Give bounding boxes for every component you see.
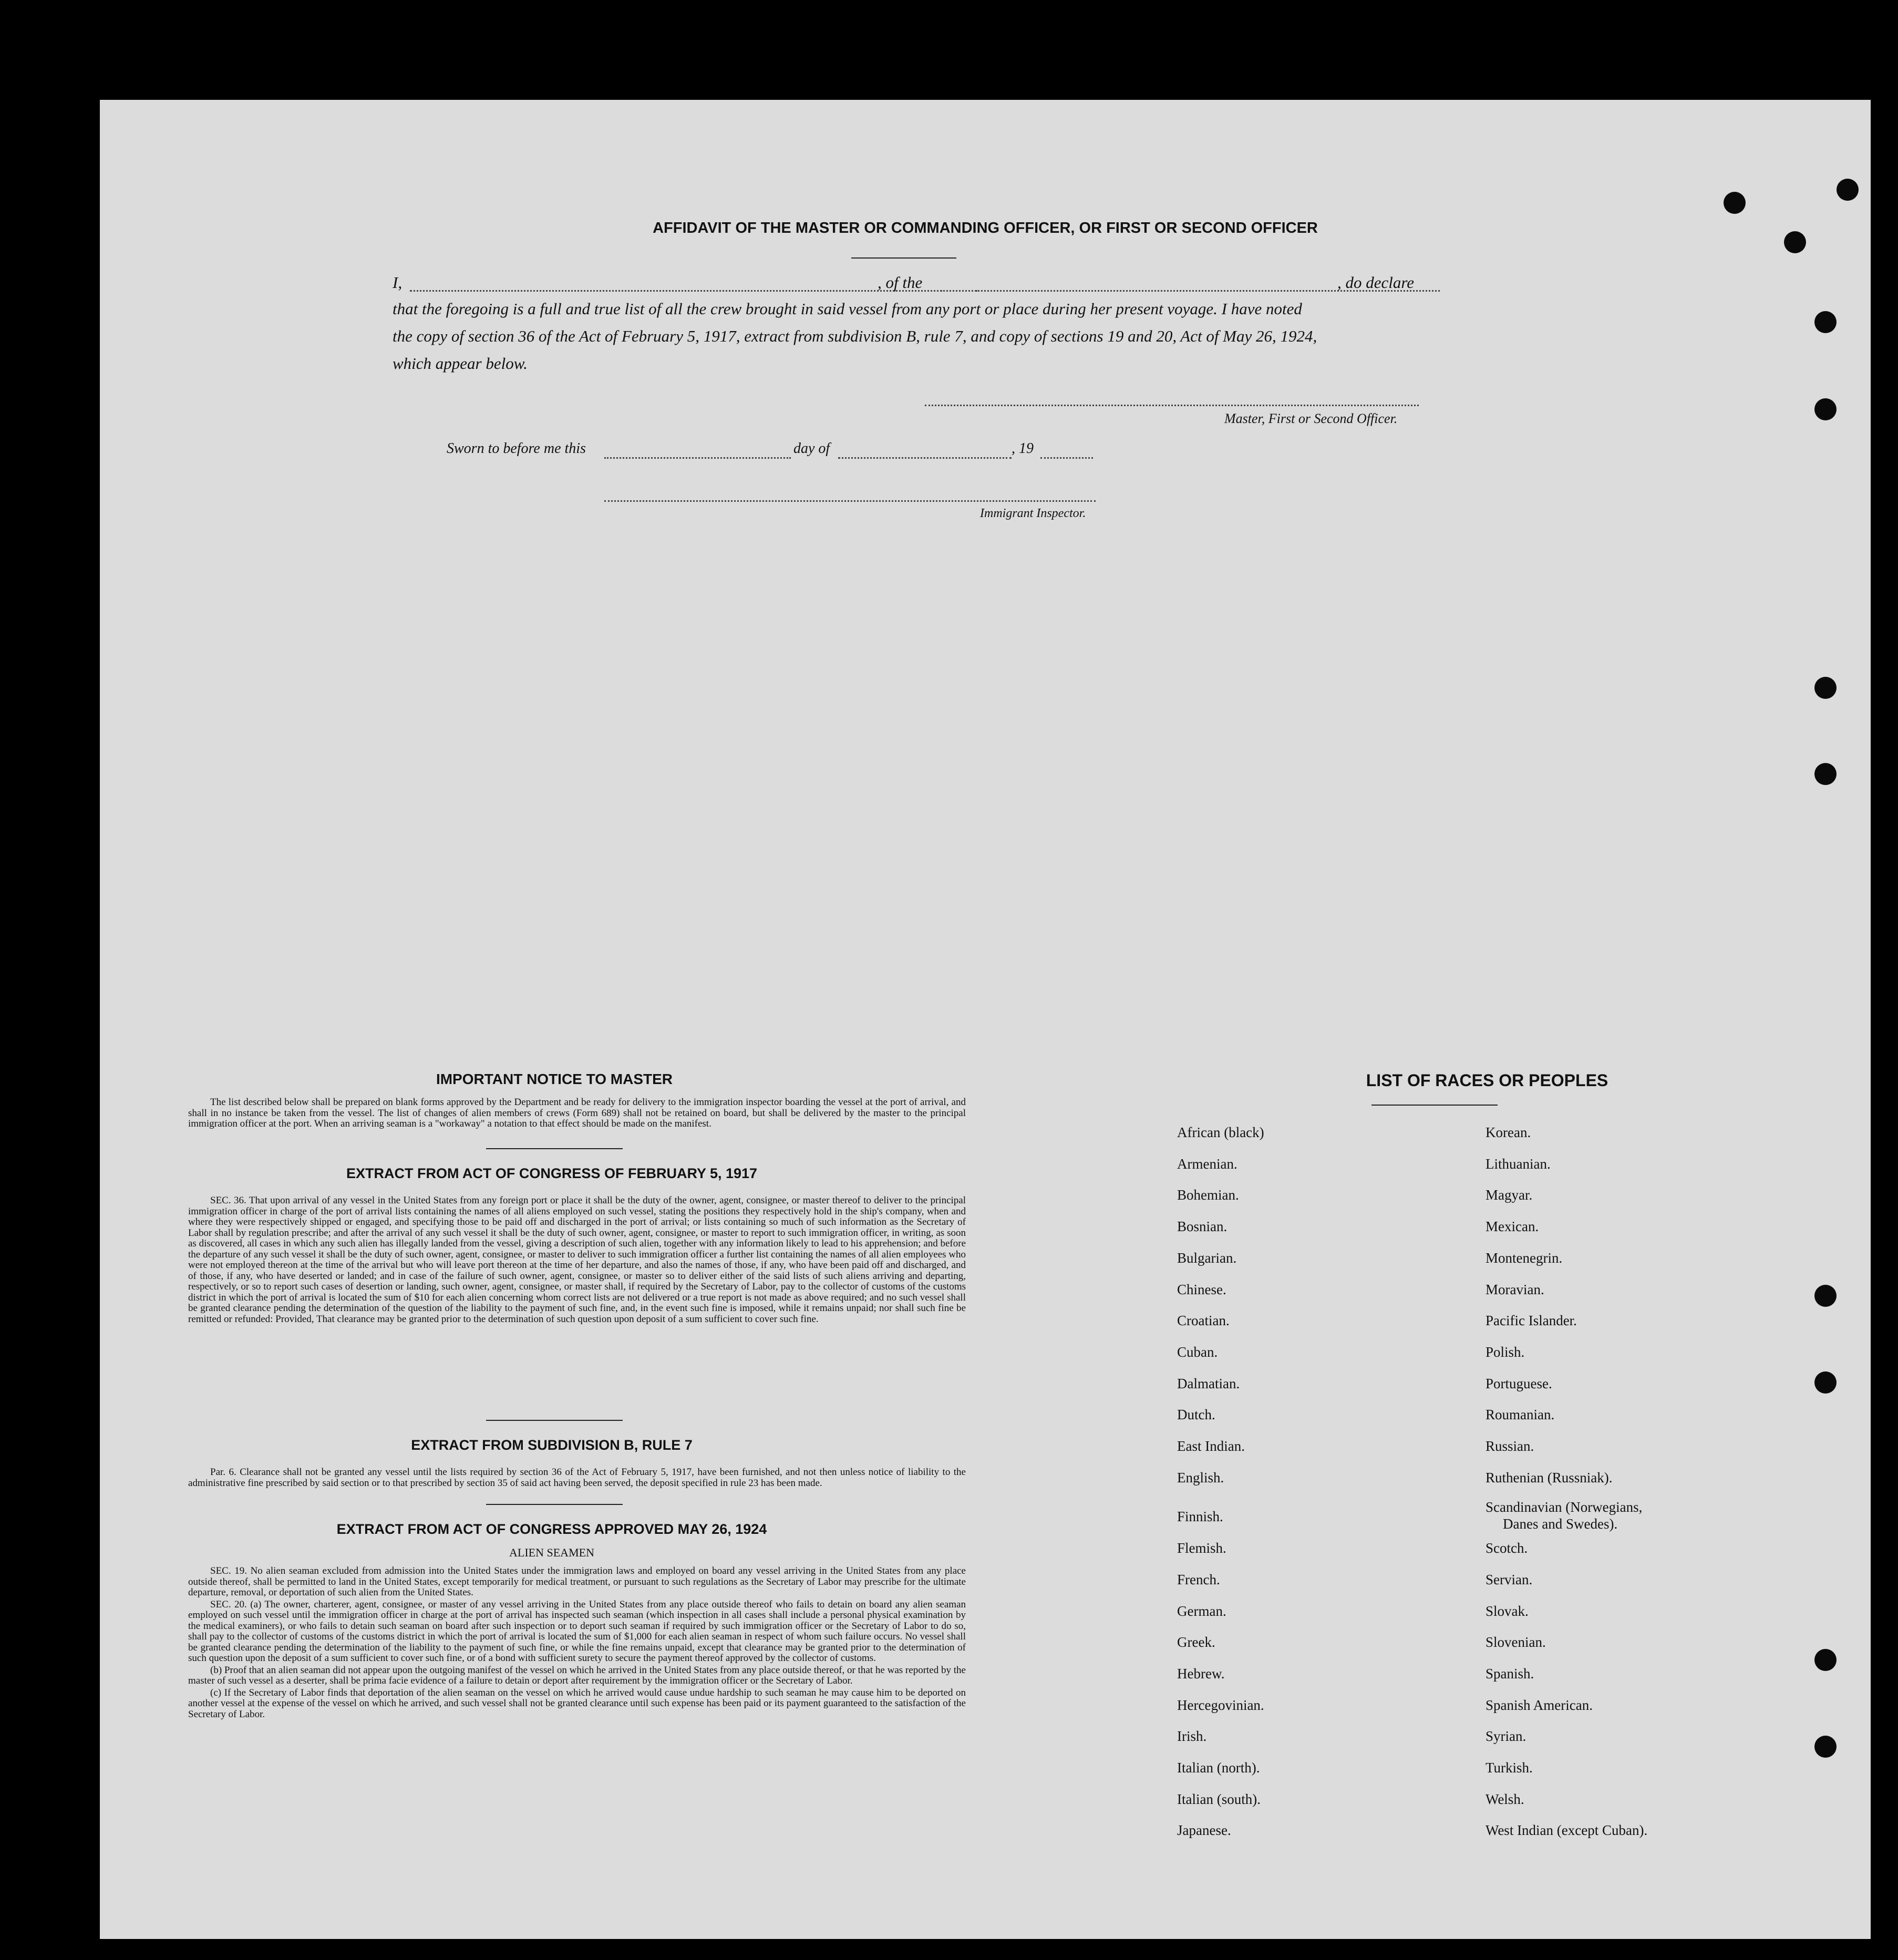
sworn-label: Sworn to before me this [447,440,586,457]
extract-1917-text [188,1195,966,1326]
race-item: Pacific Islander. [1486,1313,1577,1329]
race-item: Russian. [1486,1438,1534,1454]
declaration-line4: which appear below. [393,354,528,373]
sworn-day-blank[interactable] [604,457,791,459]
race-item-continuation: Danes and Swedes). [1503,1516,1618,1532]
sec36-paragraph: SEC. 36. That upon arrival of any vessel in the United States from any foreign port or place it shall be the duty of the owner, agent, consignee, or master thereof to deliver to the principal immigration officer in charge of the port of arrival lists containing the names of all aliens employed on such vessel, stating the positions they respectively hold in the ship's company, when and where they were respectively shipped or engaged, and specifying those to be paid off and discharged in the port of arrival; or lists containing so much of such information as the Secretary of Labor shall by regulation prescribe; and after the arrival of any such vessel it shall be the duty of such owner, agent, consignee, or master to report to such immigration officer, in writing, as soon as discovered, all cases in which any such alien has illegally landed from the vessel, giving a description of such alien, together with any information likely to lead to his apprehension; and before the departure of any such vessel it shall be the duty of such owner, agent, consignee, or master to deliver to such immigration officer a further list containing the names of all alien employees who were not employed thereon at the time of the arrival but who will leave port thereon at the time of her departure, and also the names of those, if any, who have been paid off and discharged, and of those, if any, who have deserted or landed; and in case of the failure of such owner, agent, consignee, or master so to deliver either of the said lists of such aliens arriving and departing, respectively, or so to report such cases of desertion or landing, such owner, agent, consignee, or master shall, if required by the Secretary of Labor, pay to the collector of customs of the customs district in which the port of arrival is located the sum of $10 for each alien concerning whom correct lists are not delivered or a true report is not made as above required; and no such vessel shall be granted clearance pending the determination of the question of the liability to the payment of such fine, and, in the event such fine is imposed, while it remains unpaid; nor shall such fine be remitted or refunded: Provided, That clearance may be granted prior to the determination of such question upon deposit of a sum sufficient to cover such fine. [188,1195,966,1325]
race-item: Hercegovinian. [1177,1697,1264,1713]
punch-hole [1814,1285,1837,1307]
race-item: Slovenian. [1486,1634,1546,1650]
notice-paragraph: The list described below shall be prepared on blank forms approved by the Department and be ready for delivery to the immigration inspector boarding the vessel at the port of arrival, and shall in no instance be taken from the vessel. The list of changes of alien members of crews (Form 689) shall not be retained on board, but shall be delivered by the master to the principal immigration officer at the port. When an arriving seaman is a "workaway" a notation to that effect should be made on the manifest. [188,1097,966,1129]
race-item: African (black) [1177,1125,1264,1140]
master-label: Master, First or Second Officer. [1224,411,1398,426]
race-item: Ruthenian (Russniak). [1486,1469,1613,1486]
punch-hole [1814,1649,1837,1671]
race-item: Chinese. [1177,1281,1226,1297]
rule7-text [188,1467,966,1490]
race-item: Bosnian. [1177,1219,1227,1235]
race-item: Japanese. [1177,1822,1231,1839]
race-item: Montenegrin. [1486,1250,1563,1266]
punch-hole [1837,179,1859,201]
sec19-paragraph: SEC. 19. No alien seaman excluded from admission into the United States under the immigration laws and employed on board any vessel arriving in the United States from any place outside thereof, shall be permitted to land in the United States, except temporarily for medical treatment, or pursuant to such regulations as the Secretary of Labor may prescribe for the ultimate departure, removal, or deportation of such alien from the United States. [188,1565,966,1598]
sec20b-paragraph: (b) Proof that an alien seaman did not appear upon the outgoing manifest of the vessel on which he arrived in the United States from any place outside thereof, or that he was reported by the master of such vessel as a deserter, shall be prima facie evidence of a failure to detain or deport after requirement by the immigration officer or the Secretary of Labor. [188,1664,966,1686]
race-item: East Indian. [1177,1438,1245,1454]
race-item: Roumanian. [1486,1407,1555,1423]
par6-paragraph: Par. 6. Clearance shall not be granted any vessel until the lists required by section 36 of the Act of February 5, 1917, have been furnished, and not then unless notice of liability to the administrative fine prescribed by said section or to that prescribed by section 35 of said act having been served, the deposit specified in rule 23 has been made. [188,1467,966,1489]
race-item: Scotch. [1486,1540,1528,1556]
race-item: French. [1177,1571,1220,1587]
race-item: Italian (north). [1177,1760,1260,1776]
race-item: Hebrew. [1177,1665,1225,1682]
inspector-signature-line[interactable] [604,500,1096,502]
year-label: , 19 [1012,440,1034,457]
declare-label: , do declare [1337,273,1415,292]
race-item: Welsh. [1486,1791,1524,1807]
master-signature-line[interactable] [925,405,1419,406]
race-item: German. [1177,1603,1226,1619]
inspector-label: Immigrant Inspector. [980,507,1086,520]
declaration-line3: the copy of section 36 of the Act of February 5, 1917, extract from subdivision B, rule 7, and copy of sections 19 and 20, Act of May 26, 1924, [393,327,1317,345]
race-item: Bulgarian. [1177,1250,1237,1266]
declaration-line2: that the foregoing is a full and true list of all the crew brought in said vessel from any port or place during her present voyage. I have noted [393,300,1302,318]
punch-hole [1814,677,1837,699]
race-item: Dalmatian. [1177,1375,1240,1391]
race-item: Dutch. [1177,1407,1215,1423]
i-label: I, [393,273,403,292]
race-item: Portuguese. [1486,1375,1552,1391]
race-item: Finnish. [1177,1509,1223,1525]
race-item: Spanish. [1486,1665,1534,1682]
race-item: Mexican. [1486,1219,1539,1235]
race-item: Croatian. [1177,1313,1230,1329]
race-item: Lithuanian. [1486,1156,1551,1172]
affidavit-title: AFFIDAVIT OF THE MASTER OR COMMANDING OFFICER, OR FIRST OR SECOND OFFICER [653,220,1318,236]
race-item: Irish. [1177,1728,1207,1745]
divider [486,1148,623,1149]
punch-hole [1814,1736,1837,1758]
race-item: English. [1177,1469,1224,1486]
race-item: Turkish. [1486,1760,1533,1776]
day-of-label: day of [793,440,830,457]
race-item: Slovak. [1486,1603,1529,1619]
extract-1917-title: EXTRACT FROM ACT OF CONGRESS OF FEBRUARY 5, 1917 [346,1165,758,1181]
punch-hole [1814,763,1837,785]
sec20a-paragraph: SEC. 20. (a) The owner, charterer, agent, consignee, or master of any vessel arriving in the United States from any place outside thereof who fails to detain on board any alien seaman employed on such vessel until the immigration officer in charge at the port of arrival has inspected such seaman (which inspection in all cases shall include a personal physical examination by the medical examiners), or who fails to detain such seaman on board after such inspection or to deport such seaman if required by such immigration officer or the Secretary of Labor to do so, shall pay to the collector of customs of the customs district in which the port of arrival is located the sum of $1,000 for each alien seaman in respect of whom such failure occurs. No vessel shall be granted clearance pending the determination of the liability to the payment of such fine, or while the fine remains unpaid, except that clearance may be granted prior to the determination of such question upon the deposit of a sum sufficient to cover such fine, or of a bond with sufficient surety to secure the payment thereof approved by the collector of customs. [188,1598,966,1664]
extract-1924-text [188,1566,966,1721]
race-item: Korean. [1486,1125,1531,1140]
race-item: Italian (south). [1177,1791,1261,1807]
alien-seamen-subtitle: ALIEN SEAMEN [509,1546,594,1559]
race-item: Cuban. [1177,1344,1218,1360]
punch-hole [1784,231,1806,253]
punch-hole [1814,1371,1837,1394]
race-item: Scandinavian (Norwegians, [1486,1499,1643,1515]
rule7-title: EXTRACT FROM SUBDIVISION B, RULE 7 [411,1437,693,1453]
divider [851,257,956,259]
extract-1924-title: EXTRACT FROM ACT OF CONGRESS APPROVED MAY 26, 1924 [336,1521,767,1537]
race-item: Spanish American. [1486,1697,1593,1713]
race-item: Flemish. [1177,1540,1226,1556]
divider [1371,1105,1498,1106]
sworn-year-blank[interactable] [1040,457,1093,459]
of-the-label: , of the [878,273,923,292]
punch-hole [1724,192,1746,214]
divider [486,1420,623,1421]
sworn-month-blank[interactable] [838,457,1012,459]
race-item: Syrian. [1486,1728,1526,1745]
race-item: Magyar. [1486,1187,1533,1203]
document-page [100,100,1871,1939]
punch-hole [1814,311,1837,333]
races-title: LIST OF RACES OR PEOPLES [1366,1071,1608,1090]
declaration-line1 [393,273,1696,292]
divider [486,1504,623,1505]
sec20c-paragraph: (c) If the Secretary of Labor finds that deportation of the alien seaman on the vessel on which he arrived would cause undue hardship to such seaman he may cause him to be deported on another vessel at the expense of the vessel on which he arrived, and such vessel shall not be granted clearance until such expense has been paid or its payment guaranteed to the satisfaction of the Secretary of Labor. [188,1687,966,1720]
notice-text [188,1097,966,1131]
notice-title: IMPORTANT NOTICE TO MASTER [436,1071,673,1087]
race-item: Greek. [1177,1634,1215,1650]
race-item: West Indian (except Cuban). [1486,1822,1648,1839]
race-item: Servian. [1486,1571,1533,1587]
race-item: Bohemian. [1177,1187,1239,1203]
race-item: Polish. [1486,1344,1525,1360]
race-item: Armenian. [1177,1156,1237,1172]
punch-hole [1814,398,1837,420]
race-item: Moravian. [1486,1281,1544,1297]
